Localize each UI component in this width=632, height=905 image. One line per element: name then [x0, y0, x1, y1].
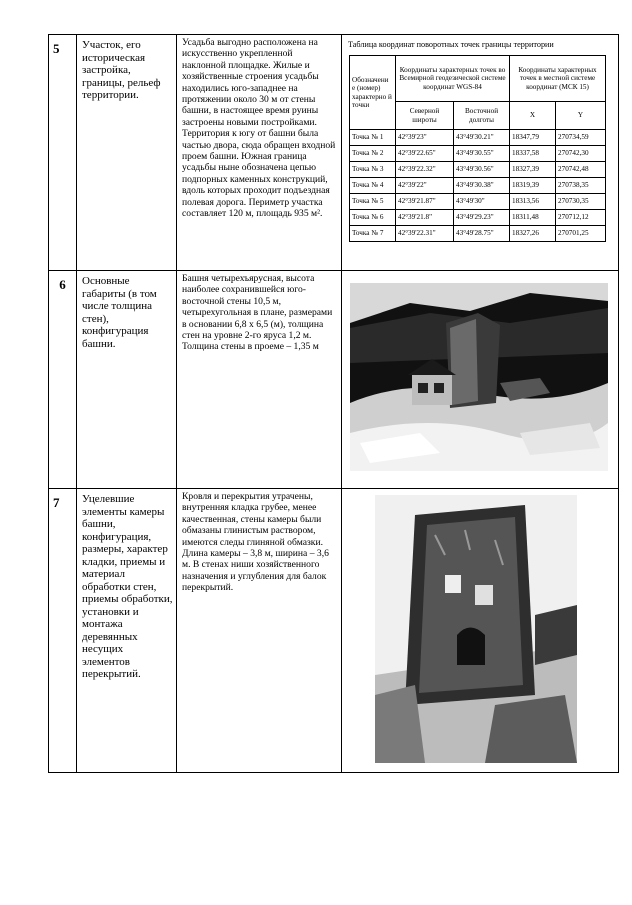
table-row [350, 194, 606, 210]
coordinates-table-title: Таблица координат поворотных точек границы территории [348, 40, 554, 49]
document-page [48, 34, 618, 773]
table-row [350, 226, 606, 242]
point-lat: 42°39'23" [396, 130, 454, 146]
coordinates-table [349, 55, 606, 242]
table-row [350, 130, 606, 146]
row-description: Усадьба выгодно расположена на искусственно укрепленной наклонной площадке. Жилые и хозяйственные строения усадьбы находились юго-западнее на протяжении около 30 м от стены башни, в настоящее время руины застроены новыми постройками. Территория к югу от башни была частью двора, сюда обращен входной проем башни. Южная граница усадьбы ныне обозначена цепью подпорных каменных конструкций, вдоль которых проходит подъездная полевая дорога. Периметр участка составляет 120 м, площадь 935 м². [182, 37, 336, 220]
point-name: Точка № 3 [350, 162, 396, 178]
point-x: 18337,58 [510, 146, 556, 162]
table-row-7 [49, 489, 619, 773]
row-description-cell [177, 35, 342, 271]
header-y: Y [556, 102, 606, 130]
point-name: Точка № 2 [350, 146, 396, 162]
row-number-cell [49, 489, 77, 773]
table-row-6 [49, 271, 619, 489]
point-y: 270734,59 [556, 130, 606, 146]
header-wgs84: Координаты характерных точек во Всемирной геодезической системе координат WGS-84 [396, 56, 510, 102]
header-x: X [510, 102, 556, 130]
point-x: 18347,79 [510, 130, 556, 146]
point-x: 18327,39 [510, 162, 556, 178]
point-lat: 42°39'22.31" [396, 226, 454, 242]
row-number-cell [49, 35, 77, 271]
photo-cell [342, 271, 619, 489]
table-row [350, 146, 606, 162]
point-lat: 42°39'22.32" [396, 162, 454, 178]
passport-table [48, 34, 619, 773]
point-name: Точка № 6 [350, 210, 396, 226]
tower-exterior-photo [350, 283, 608, 471]
table-row-5 [49, 35, 619, 271]
row-description-cell [177, 271, 342, 489]
row-number: 6 [59, 277, 66, 292]
table-row [350, 162, 606, 178]
point-x: 18327,26 [510, 226, 556, 242]
point-lat: 42°39'22" [396, 178, 454, 194]
table-row [350, 210, 606, 226]
row-name: Уцелевшие элементы камеры башни, конфигурация, размеры, характер кладки, приемы и материал обработки стен, приемы обработки, установки и монтажа деревянных несущих элементов перекрытий. [82, 493, 173, 680]
point-x: 18319,39 [510, 178, 556, 194]
row-name-cell [77, 489, 177, 773]
point-lon: 43°49'30.38" [454, 178, 510, 194]
photo-cell [342, 489, 619, 773]
row-number: 7 [53, 495, 60, 510]
row-description: Башня четырехъярусная, высота наиболее сохранившейся юго-восточной стены 10,5 м, четырехугольная в плане, размерами в основании 6,8 х 6,5 (м), толщина стен на уровне 2-го яруса 1,2 м. Толщина стены в проеме – 1,35 м [182, 273, 333, 353]
point-name: Точка № 1 [350, 130, 396, 146]
tower-exterior-image [350, 283, 608, 471]
row-description-cell [177, 489, 342, 773]
point-y: 270712,12 [556, 210, 606, 226]
header-msk15: Координаты характерных точек в местной системе координат (МСК 15) [510, 56, 606, 102]
point-x: 18313,56 [510, 194, 556, 210]
point-lon: 43°49'30" [454, 194, 510, 210]
row-name-cell [77, 271, 177, 489]
point-lat: 42°39'21.8" [396, 210, 454, 226]
point-y: 270701,25 [556, 226, 606, 242]
point-lon: 43°49'30.21" [454, 130, 510, 146]
point-x: 18311,48 [510, 210, 556, 226]
point-y: 270742,30 [556, 146, 606, 162]
point-name: Точка № 4 [350, 178, 396, 194]
point-y: 270730,35 [556, 194, 606, 210]
header-longitude: Восточной долготы [454, 102, 510, 130]
tower-chamber-photo [375, 495, 577, 763]
row-name: Основные габариты (в том числе толщина стен), конфигурация башни. [82, 275, 157, 350]
point-lat: 42°39'21.87" [396, 194, 454, 210]
header-point-designation: Обозначени е (номер) характерно й точки [350, 56, 396, 130]
header-latitude: Северной широты [396, 102, 454, 130]
row-name: Участок, его историческая застройка, границы, рельеф территории. [82, 39, 161, 101]
point-name: Точка № 5 [350, 194, 396, 210]
point-y: 270738,35 [556, 178, 606, 194]
row-number: 5 [53, 41, 60, 56]
tower-chamber-image [375, 495, 577, 763]
point-lon: 43°49'30.56" [454, 162, 510, 178]
point-lat: 42°39'22.65" [396, 146, 454, 162]
row-number-cell [49, 271, 77, 489]
coordinates-cell [342, 35, 619, 271]
point-y: 270742,48 [556, 162, 606, 178]
table-row [350, 178, 606, 194]
row-description: Кровля и перекрытия утрачены, внутренняя кладка грубее, менее качественная, стены камеры были обмазаны глинистым раствором, имеются следы глиняной обмазки. Длина камеры – 3,8 м, ширина – 3,6 м. В стенах ниши хозяйственного назначения и углубления для балок перекрытий. [182, 491, 329, 594]
point-lon: 43°49'28.75" [454, 226, 510, 242]
point-lon: 43°49'29.23" [454, 210, 510, 226]
point-name: Точка № 7 [350, 226, 396, 242]
row-name-cell [77, 35, 177, 271]
point-lon: 43°49'30.55" [454, 146, 510, 162]
